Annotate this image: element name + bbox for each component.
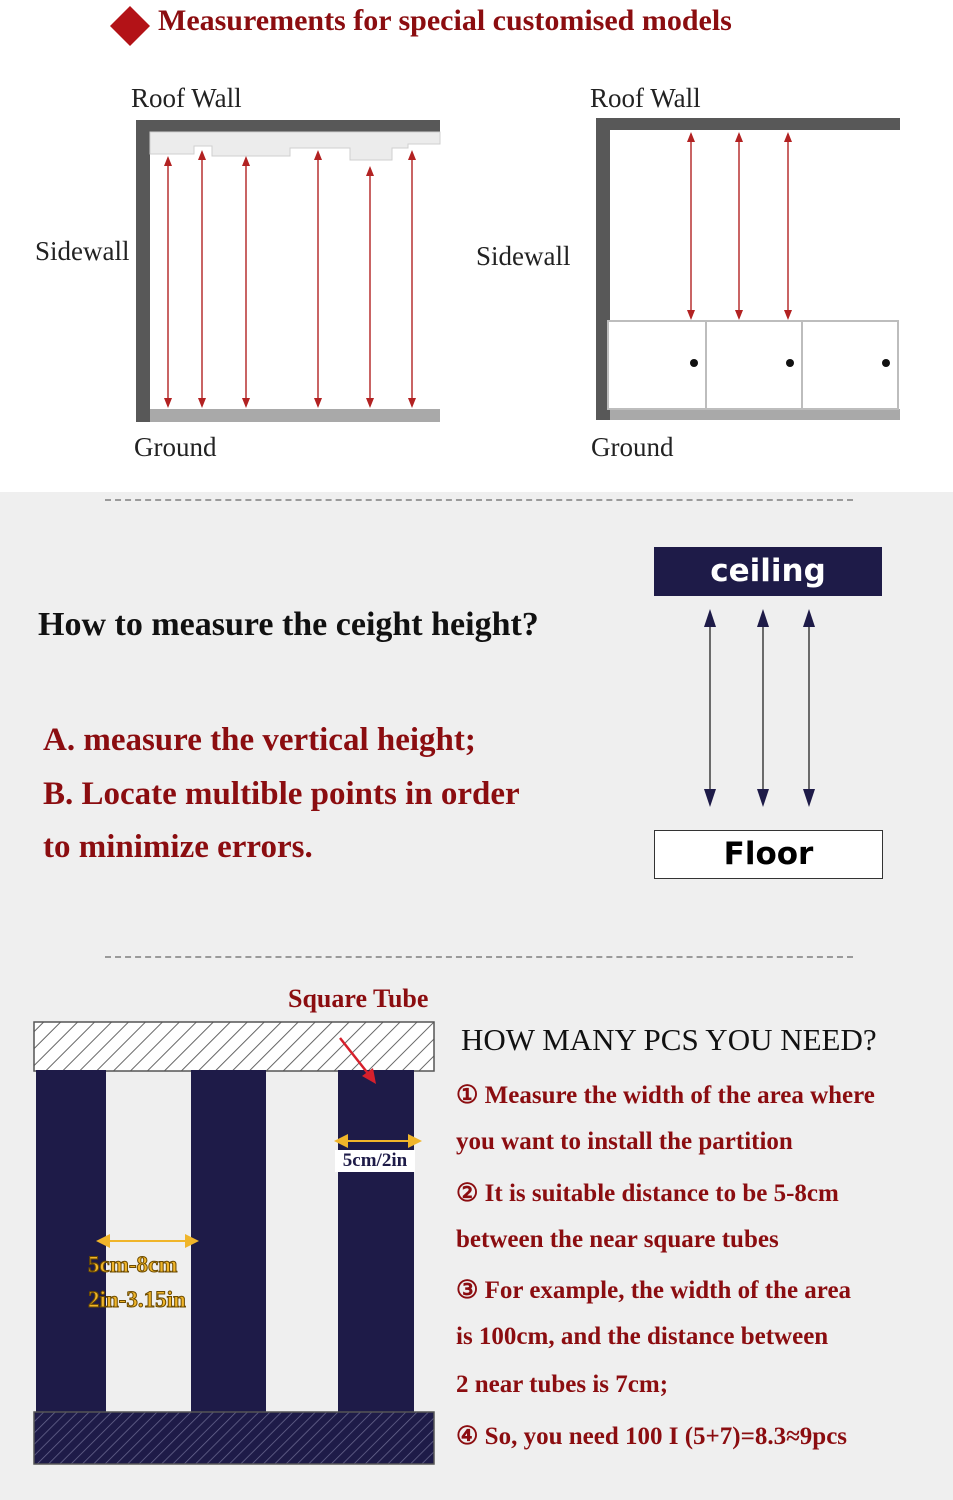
square-tube-label: Square Tube [288,984,429,1013]
pcs-line-5: ③ For example, the width of the area [456,1277,852,1304]
pcs-line-3: ② It is suitable distance to be 5-8cm [456,1180,839,1207]
left-roof-wall [138,120,440,132]
pcs-line-4: between the near square tubes [456,1226,779,1253]
gap-cm-label: 5cm-8cm [88,1252,178,1277]
measure-question: How to measure the ceight height? [38,606,539,643]
step-b-line2: to minimize errors. [43,829,313,865]
tube-1 [36,1070,106,1412]
step-b-line1: B. Locate multible points in order [43,776,520,812]
tube-width-label: 5cm/2in [335,1150,415,1172]
left-ceiling-molding [150,132,440,160]
measurement-diagrams-section [0,0,953,492]
right-roof-wall [598,118,900,130]
left-wall-diagram [130,112,450,432]
right-roof-label: Roof Wall [590,83,701,113]
gap-in-label: 2in-3.15in [88,1287,186,1312]
pcs-line-6: is 100cm, and the distance between [456,1323,829,1350]
divider-top [105,499,853,501]
ceiling-beam [34,1022,434,1071]
divider-bottom [105,956,853,958]
right-ground [610,409,900,420]
red-diamond-icon [108,4,152,48]
left-ground-label: Ground [134,432,217,462]
left-roof-label: Roof Wall [131,83,242,113]
pcs-line-7: 2 near tubes is 7cm; [456,1371,669,1398]
left-ground [150,409,440,422]
right-ground-label: Ground [591,432,674,462]
tube-2 [191,1070,266,1412]
floor-beam [34,1412,434,1464]
pcs-line-8: ④ So, you need 100 I (5+7)=8.3≈9pcs [456,1423,848,1450]
left-sidewall [136,120,150,422]
right-wall-diagram [590,112,910,432]
floor-label: Floor [654,830,883,879]
height-arrows [690,605,830,810]
cabinet [608,321,898,409]
pcs-line-2: you want to install the partition [456,1128,793,1155]
page-title: Measurements for special customised models [158,4,732,37]
ceiling-label: ceiling [654,547,882,596]
step-a: A. measure the vertical height; [43,722,476,758]
pcs-line-1: ① Measure the width of the area where [456,1082,875,1109]
tube-3 [338,1070,414,1412]
right-sidewall-label: Sidewall [476,241,571,271]
square-tube-diagram [30,1018,440,1470]
left-sidewall-label: Sidewall [35,236,130,266]
pcs-heading: HOW MANY PCS YOU NEED? [461,1022,877,1057]
